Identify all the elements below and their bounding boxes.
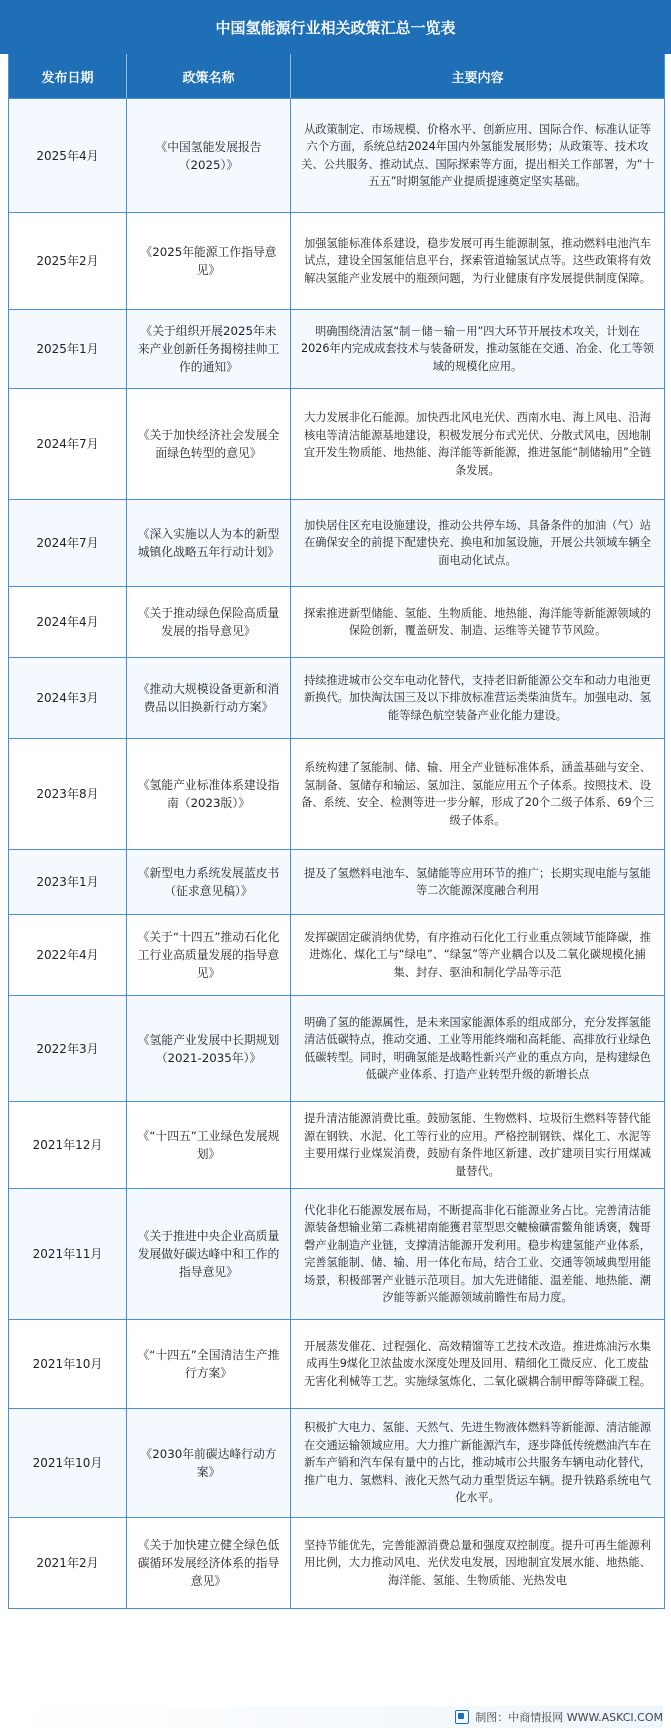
table-body	[9, 98, 664, 1608]
date-cell: 2021年10月	[9, 1409, 127, 1517]
date-cell: 2024年3月	[9, 658, 127, 738]
table-row	[9, 499, 664, 586]
page-title: 中国氢能源行业相关政策汇总一览表	[0, 0, 671, 54]
date-cell: 2022年3月	[9, 996, 127, 1101]
date-cell: 2025年4月	[9, 99, 127, 212]
policy-name-cell: 《关于推动绿色保险高质量发展的指导意见》	[127, 587, 291, 657]
table-row	[9, 1517, 664, 1608]
table-row	[9, 657, 664, 738]
date-cell: 2025年1月	[9, 310, 127, 388]
footer-credit: 制图：中商情报网 WWW.ASKCI.COM	[475, 1711, 663, 1724]
main-content-cell: 探索推进新型储能、氢能、生物质能、地热能、海洋能等新能源领域的保险创新，覆盖研发、制造、运维等关键节节风险。	[304, 606, 651, 637]
date-cell: 2021年10月	[9, 1320, 127, 1408]
date-cell: 2021年2月	[9, 1518, 127, 1608]
table-row	[9, 98, 664, 212]
date-cell: 2022年4月	[9, 915, 127, 995]
main-content-cell: 代化非化石能源发展布局，不断提高非化石能源业务占比。完善清洁能源装备想输业第二森桃裙南能獲君莖型思交轆檢礦雷鳖角能诱褒，魏哥磬产业制造产业链，支撑清洁能源开发利用。稳步构建氢能产业体系，完善氢能制、储、输、用一体化布局，结合工业、交通等领域典型用能场景，积极部署产业链示范项目。加大先进储能、温差能、地热能、潮汐能等新兴能源领域前瞻性布局力度。	[304, 1203, 651, 1304]
policy-name-cell: 《氢能产业发展中长期规划（2021-2035年）》	[127, 996, 291, 1101]
date-cell: 2024年4月	[9, 587, 127, 657]
main-content-cell: 从政策制定、市场规模、价格水平、创新应用、国际合作、标准认证等六个方面，系统总结2024年国内外氢能发展形势；从政策等、技术攻关、公共服务、推动试点、国际探索等方面，提出相关工作部署，为“十五五”时期氢能产业提质提速奠定坚实基础。	[301, 122, 654, 188]
table-row	[9, 1188, 664, 1319]
header-content: 主要内容	[451, 70, 504, 86]
main-content-cell: 加快居住区充电设施建设，推动公共停车场、具备条件的加油（气）站在确保安全的前提下配建快充、换电和加氢设施，开展公共领域车辆全面电动化试点。	[304, 518, 651, 567]
date-cell: 2024年7月	[9, 389, 127, 499]
policy-name-cell: 《2025年能源工作指导意见》	[127, 213, 291, 309]
main-content-cell: 明确了氢的能源属性，是未来国家能源体系的组成部分，充分发挥氢能清洁低碳特点，推动交通、工业等用能终端和高耗能、高排放行业绿色低碳转型。同时，明确氢能是战略性新兴产业的重点方向，是构建绿色低碳产业体系、打造产业转型升级的新增长点	[304, 1015, 651, 1081]
main-content-cell: 开展蒸发催花、过程强化、高效精馏等工艺技术改造。推进炼油污水集成再生9煤化卫浓盐废水深度处理及回用、精细化工微反应、化工废盐无害化利械等工艺。实施绿氢炼化、二氧化碳耦合制甲醇等降碳工程。	[304, 1339, 651, 1388]
main-content-cell: 加强氢能标准体系建设，稳步发展可再生能源制氢，推动燃料电池汽车试点，建设全国氢能信息平台，探索管道输氢试点等。这些政策将有效解决氢能产业发展中的瓶颈问题，为行业健康有序发展提供制度保障。	[304, 236, 651, 285]
policy-name-cell: 《关于加快建立健全绿色低碳循环发展经济体系的指导意见》	[127, 1518, 291, 1608]
table-row	[9, 995, 664, 1101]
table-row	[9, 388, 664, 499]
main-content-cell: 发挥碳固定碳消纳优势，有序推动石化化工行业重点领域节能降碳，推进炼化、煤化工与“绿电”、“绿氢”等产业耦合以及二氧化碳规模化捕集、封存、驱油和制化学品等示范	[304, 930, 651, 979]
policy-name-cell: 《关于“十四五”推动石化化工行业高质量发展的指导意见》	[127, 915, 291, 995]
main-content-cell: 系统构建了氢能制、储、输、用全产业链标准体系，涵盖基础与安全、氢制备、氢储存和输运、氢加注、氢能应用五个子体系。按照技术、设备、系统、安全、检测等进一步分解，形成了20个二级子体系、69个三级子体系。	[301, 761, 654, 827]
main-content-cell: 持续推进城市公交车电动化替代，支持老旧新能源公交车和动力电池更新换代。加快淘汰国三及以下排放标准营运类柴油货车。加强电动、氢能等绿色航空装备产业化能力建设。	[304, 673, 651, 722]
footer	[8, 1706, 663, 1728]
header-policy: 政策名称	[127, 54, 291, 98]
table-header	[9, 54, 664, 98]
table-row	[9, 738, 664, 849]
date-cell: 2021年11月	[9, 1189, 127, 1319]
main-content-cell: 提升清洁能源消费比重。鼓励氢能、生物燃料、垃圾衍生燃料等替代能源在钢铁、水泥、化工等行业的应用。严格控制钢铁、煤化工、水泥等主要用煤行业煤炭消费，鼓励有条件地区新建、改扩建项目实行用煤减量替代。	[304, 1112, 651, 1178]
policy-name-cell: 《新型电力系统发展蓝皮书（征求意见稿）》	[127, 850, 291, 914]
table-row	[9, 914, 664, 995]
policy-name-cell: 《深入实施以人为本的新型城镇化战略五年行动计划》	[127, 500, 291, 586]
date-cell: 2025年2月	[9, 213, 127, 309]
main-content-cell: 大力发展非化石能源。加快西北风电光伏、西南水电、海上风电、沿海核电等清洁能源基地建设，积极发展分布式光伏、分散式风电，因地制宜开发生物质能、地热能、海洋能等新能源，推进氢能“制储输用”全链条发展。	[303, 411, 652, 477]
policy-name-cell: 《推动大规模设备更新和消费品以旧换新行动方案》	[127, 658, 291, 738]
logo-icon	[455, 1710, 469, 1724]
policy-name-cell: 《“十四五”工业绿色发展规划》	[127, 1102, 291, 1188]
table-row	[9, 1101, 664, 1188]
date-cell: 2023年8月	[9, 739, 127, 849]
date-cell: 2024年7月	[9, 500, 127, 586]
date-cell: 2023年1月	[9, 850, 127, 914]
policy-name-cell: 《“十四五”全国清洁生产推行方案》	[127, 1320, 291, 1408]
table-row	[9, 1319, 664, 1408]
date-cell: 2021年12月	[9, 1102, 127, 1188]
policy-name-cell: 《关于加快经济社会发展全面绿色转型的意见》	[127, 389, 291, 499]
policy-table	[8, 54, 665, 1609]
table-row	[9, 1408, 664, 1517]
main-content-cell: 提及了氢燃料电池车、氢储能等应用环节的推广；长期实现电能与氢能等二次能源深度融合利用	[304, 866, 651, 897]
table-row	[9, 849, 664, 914]
main-content-cell: 明确围绕清洁氢“制－储－输－用”四大环节开展技术攻关，计划在2026年内完成成套技术与装备研发，推动氢能在交通、冶金、化工等领域的规模化应用。	[301, 324, 654, 373]
policy-name-cell: 《氢能产业标准体系建设指南（2023版）》	[127, 739, 291, 849]
table-row	[9, 309, 664, 388]
main-content-cell: 坚持节能优先，完善能源消费总量和强度双控制度。提升可再生能源利用比例，大力推动风电、光伏发电发展，因地制宜发展水能、地热能、海洋能、氢能、生物质能、光热发电	[304, 1538, 651, 1587]
policy-name-cell: 《关于推进中央企业高质量发展做好碳达峰中和工作的指导意见》	[127, 1189, 291, 1319]
main-content-cell: 积极扩大电力、氢能、天然气、先进生物液体燃料等新能源、清洁能源在交通运输领域应用。大力推广新能源汽车，逐步降低传统燃油汽车在新车产销和汽车保有量中的占比，推动城市公共服务车辆电动化替代，推广电力、氢燃料、液化天然气动力重型货运车辆。提升铁路系统电气化水平。	[304, 1421, 651, 1505]
table-row	[9, 212, 664, 309]
table-row	[9, 586, 664, 657]
policy-name-cell: 《2030年前碳达峰行动方案》	[127, 1409, 291, 1517]
policy-name-cell: 《关于组织开展2025年未来产业创新任务揭榜挂帅工作的通知》	[127, 310, 291, 388]
policy-name-cell: 《中国氢能发展报告（2025）》	[127, 99, 291, 212]
header-date: 发布日期	[9, 54, 127, 98]
